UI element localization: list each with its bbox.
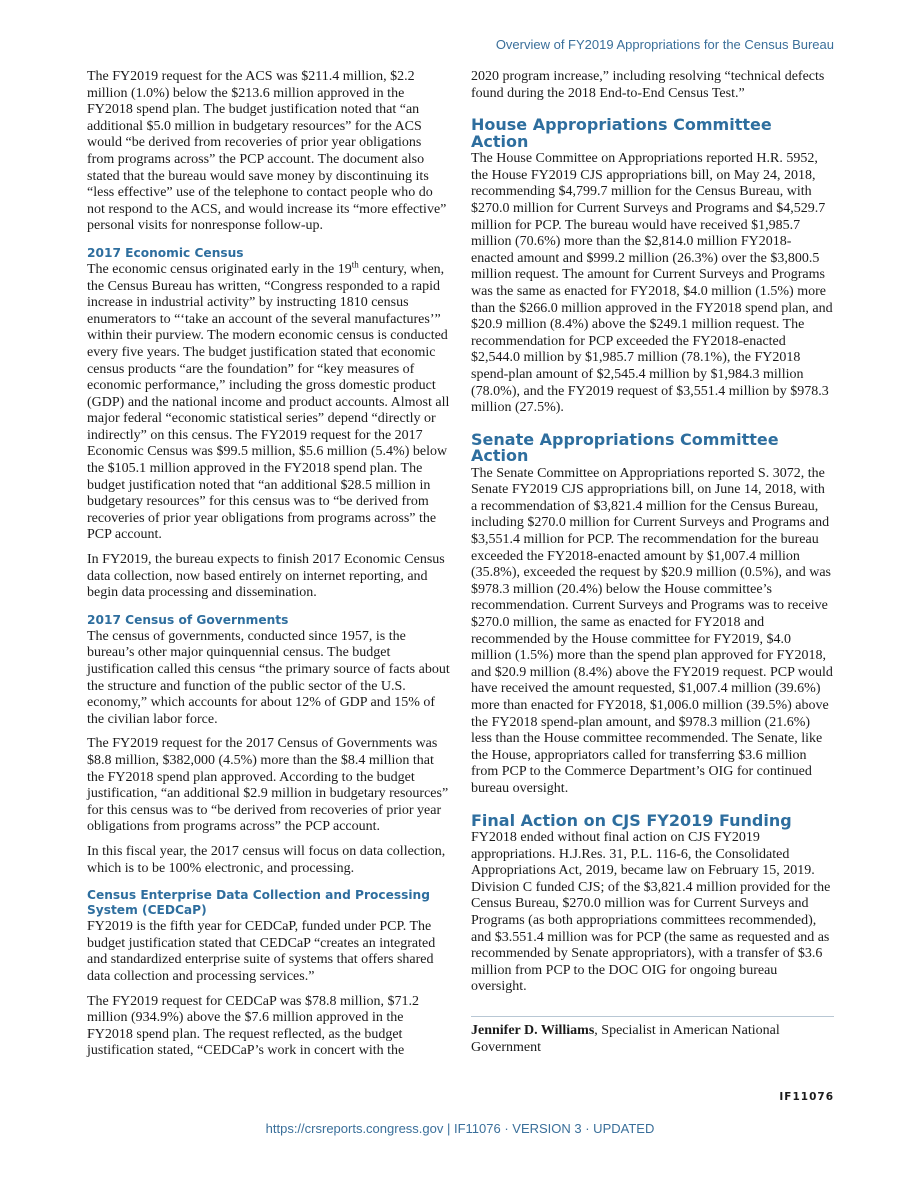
document-id: IF11076	[779, 1091, 834, 1103]
left-column	[87, 69, 450, 1060]
final-action-heading: Final Action on CJS FY2019 Funding	[471, 810, 792, 830]
economic-census-paragraph-2: In FY2019, the bureau expects to finish 2017 Economic Census data collection, now based entirely on internet reporting, and begin data processing and dissemination.	[87, 552, 445, 601]
house-committee-paragraph: The House Committee on Appropriations reported H.R. 5952, the House FY2019 CJS appropriations bill, on May 24, 2018, recommending $4,799.7 million for the Census Bureau, with $270.0 million for Current Surveys and Programs and $4,529.7 million for PCP. The bureau would have received $1,985.7 million (70.6%) more than the $2,814.0 million FY2018-enacted amount and $999.2 million (26.3%) over the $3,800.5 million request. The amount for Current Surveys and Programs was the same as enacted for FY2018, $4.0 million (1.5%) more than the $266.0 million approved in the FY2018 spend plan, and $20.9 million (8.4%) above the $249.1 million request. The recommendation for PCP exceeded the FY2018-enacted $2,544.0 million by $1,985.7 million (78.1%), the FY2018 spend-plan amount of $2,545.4 million by $1,984.3 million (78.0%), and the FY2019 request of $3,551.4 million by $978.3 million (27.5%).	[471, 151, 833, 416]
census-of-governments-heading: 2017 Census of Governments	[87, 612, 289, 627]
economic-census-paragraph-1: The economic census originated early in the 19th century, when, the Census Bureau has written, “Congress responded to a rapid increase in industrial activity” by instructing 1810 census enumerators to “‘take an account of the several manufactures’” within their purview. The modern economic census is conducted every five years. The budget justification stated that economic census products “are the foundation” for “key measures of economic performance,” including the gross domestic product (GDP) and the national income and product accounts. Almost all major federal “economic statistical series” depend “directly or indirectly” on this census. The FY2019 request for the 2017 Economic Census was $99.5 million, $5.6 million (5.4%) below the $105.1 million approved in the FY2018 spend plan. The budget justification noted that “an additional $28.5 million in budgetary resources” for this census was to “be derived from recoveries of prior year obligations from programs across” the PCP account.	[87, 259, 450, 543]
governments-paragraph-3: In this fiscal year, the 2017 census will focus on data collection, which is to be 100% electronic, and processing.	[87, 843, 446, 876]
governments-paragraph-2: The FY2019 request for the 2017 Census of Governments was $8.8 million, $382,000 (4.5%) more than the $8.4 million that the FY2018 spend plan approved. According to the budget justification, “an additional $2.9 million in budgetary resources” for this census was to “be derived from recoveries of prior year obligations from programs across” the PCP account.	[87, 736, 449, 835]
acs-paragraph: The FY2019 request for the ACS was $211.4 million, $2.2 million (1.0%) below the $213.6 million approved in the FY2018 spend plan. The budget justification noted that “an additional $5.0 million in budgetary resources” for the ACS would “be derived from recoveries of prior year obligations from programs across” the PCP account. The document also stated that the bureau would save money by discontinuing its “less effective” use of the telephone to contact people who do not respond to the ACS, and would increase its “more effective” personal visits for nonresponse follow-up.	[87, 69, 447, 234]
cedcap-heading: Census Enterprise Data Collection and Processing System (CEDCaP)	[87, 888, 430, 918]
governments-paragraph-1: The census of governments, conducted since 1957, is the bureau’s other major quinquennial census. The budget justification called this census “the primary source of facts about the structure and function of the public sector of the U.S. economy,” which accounts for about 12% of GDP and 15% of the civilian labor force.	[87, 628, 450, 727]
economic-census-heading: 2017 Economic Census	[87, 245, 244, 260]
footer-link[interactable]: https://crsreports.congress.gov | IF11076 · VERSION 3 · UPDATED	[265, 1121, 655, 1136]
final-action-paragraph: FY2018 ended without final action on CJS FY2019 appropriations. H.J.Res. 31, P.L. 116-6, the Consolidated Appropriations Act, 2019, became law on February 15, 2019. Division C funded CJS; of the $3,821.4 million provided for the Census Bureau, $270.0 million was for Current Surveys and Programs (as both appropriations committees recommended), and $3.551.4 million was for PCP (the same as requested and as recommended by Senate appropriators), with a transfer of $3.6 million from PCP to the DOC OIG for ongoing bureau oversight.	[471, 830, 831, 995]
cedcap-paragraph-1: FY2019 is the fifth year for CEDCaP, funded under PCP. The budget justification stated that CEDCaP “creates an integrated and standardized enterprise suite of systems that offers shared data collection and processing services.”	[87, 919, 436, 984]
cedcap-paragraph-2: The FY2019 request for CEDCaP was $78.8 million, $71.2 million (934.9%) above the $7.6 million approved in the FY2018 spend plan. The request reflected, as the budget justification stated, “CEDCaP’s work in concert with the	[87, 993, 419, 1059]
right-column	[471, 69, 834, 1056]
author-divider	[471, 1016, 834, 1017]
author-name: Jennifer D. Williams	[471, 1023, 595, 1038]
author-title: , Specialist in American National Government	[471, 1023, 780, 1055]
senate-committee-heading: Senate Appropriations Committee Action	[471, 429, 779, 466]
house-committee-heading: House Appropriations Committee Action	[471, 115, 772, 151]
cedcap-continued-paragraph: 2020 program increase,” including resolving “technical defects found during the 2018 End-to-End Census Test.”	[471, 69, 825, 101]
author-credit	[471, 1023, 834, 1056]
senate-committee-paragraph: The Senate Committee on Appropriations reported S. 3072, the Senate FY2019 CJS appropriations bill, on June 14, 2018, with a recommendation of $3,821.4 million for the Census Bureau, including $270.0 million for Current Surveys and Programs and $3,551.4 million for PCP. The recommendation for the bureau exceeded the FY2018-enacted amount by $1,007.4 million (35.8%), exceeded the request by $20.9 million (0.5%), and was $978.3 million (20.4%) below the House committee’s recommendation. Current Surveys and Programs was to receive $270.0 million, the same as enacted for FY2018 and recommended by the House committee for FY2019, $4.0 million (1.5%) more than the spend plan approved for FY2018, and $20.9 million (8.4%) above the FY2019 request. PCP would have received the amount requested, $1,007.4 million (39.6%) more than enacted for FY2018, $1,006.0 million (39.5%) above the FY2018 spend-plan amount, and $978.3 million (21.6%) less than the House committee recommended. The Senate, like the House, appropriators called for transferring $3.6 million from PCP to the Commerce Department’s OIG for continued bureau oversight.	[471, 465, 833, 796]
running-header: Overview of FY2019 Appropriations for the Census Bureau	[495, 37, 834, 52]
